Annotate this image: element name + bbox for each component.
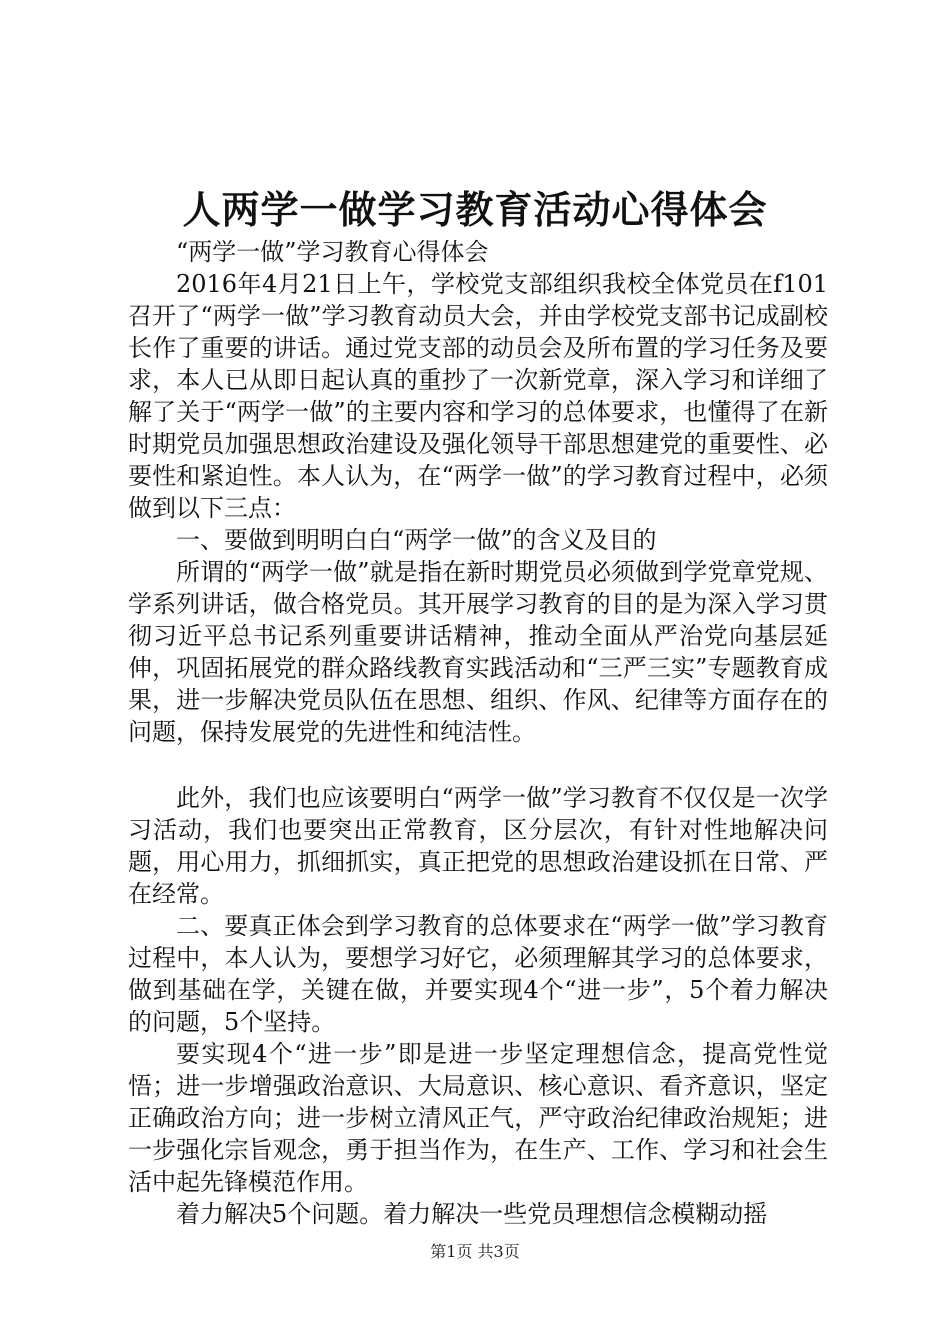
page-footer: 第1页 共3页 [430,1242,520,1261]
paragraph: 所谓的“两学一做”就是指在新时期党员必须做到学党章党规、学系列讲话，做合格党员。其开展学习教育的目的是为深入学习贯彻习近平总书记系列重要讲话精神，推动全面从严治党向基层延伸，巩固拓展党的群众路线教育实践活动和“三严三实”专题教育成果，进一步解决党员队伍在思想、组织、作风、纪律等方面存在的问题，保持发展党的先进性和纯洁性。 [128,558,828,746]
paragraph: 着力解决5个问题。着力解决一些党员理想信念模糊动摇 [176,1200,768,1228]
paragraph: 2016年4月21日上午，学校党支部组织我校全体党员在f101召开了“两学一做”学习教育动员大会，并由学校党支部书记成副校长作了重要的讲话。通过党支部的动员会及所布置的学习任务及要求，本人已从即日起认真的重抄了一次新党章，深入学习和详细了解了关于“两学一做”的主要内容和学习的总体要求，也懂得了在新时期党员加强思想政治建设及强化领导干部思想建党的重要性、必要性和紧迫性。本人认为，在“两学一做”的学习教育过程中，必须做到以下三点： [128,270,828,522]
section-heading: 二、要真正体会到学习教育的总体要求在“两学一做”学习教育过程中，本人认为，要想学习好它，必须理解其学习的总体要求，做到基础在学，关键在做，并要实现4个“进一步”，5个着力解决的问题，5个坚持。 [128,912,828,1036]
paragraph: 要实现4个“进一步”即是进一步坚定理想信念，提高党性觉悟；进一步增强政治意识、大局意识、核心意识、看齐意识，坚定正确政治方向；进一步树立清风正气，严守政治纪律政治规矩；进一步强化宗旨观念，勇于担当作为，在生产、工作、学习和社会生活中起先锋模范作用。 [128,1040,828,1196]
document-body [128,236,828,1230]
document-title: 人两学一做学习教育活动心得体会 [182,187,768,232]
section-heading: 一、要做到明明白白“两学一做”的含义及目的 [176,526,657,554]
paragraph: 此外，我们也应该要明白“两学一做”学习教育不仅仅是一次学习活动，我们也要突出正常教育，区分层次，有针对性地解决问题，用心用力，抓细抓实，真正把党的思想政治建设抓在日常、严在经常。 [128,784,828,908]
paragraph-subtitle: “两学一做”学习教育心得体会 [176,238,489,266]
